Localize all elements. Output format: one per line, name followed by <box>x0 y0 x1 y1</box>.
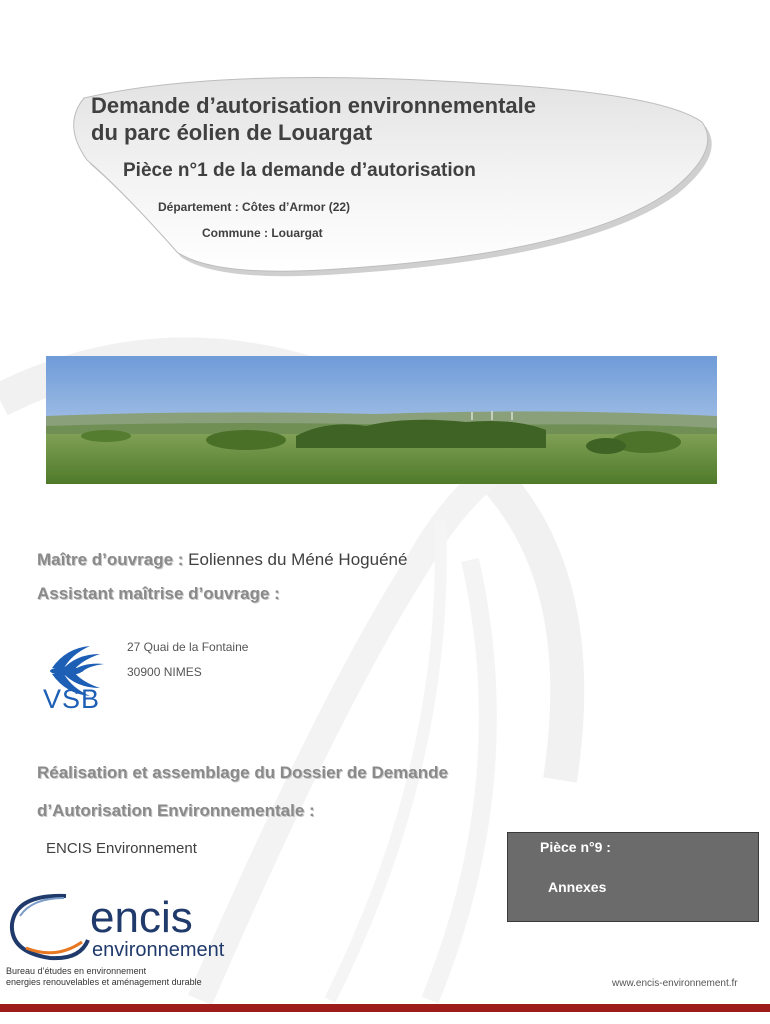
landscape-photo <box>46 356 717 484</box>
subtitle: Pièce n°1 de la demande d’autorisation <box>123 160 476 181</box>
document-title <box>91 92 691 240</box>
realisation-label-2: d’Autorisation Environnementale : <box>37 801 315 820</box>
owner-line <box>37 550 407 570</box>
bottom-bar <box>0 1004 770 1012</box>
encis-ring-icon <box>6 888 246 966</box>
website-link[interactable]: www.encis-environnement.fr <box>612 978 738 989</box>
environnement-word: environnement <box>92 939 225 961</box>
department: Département : Côtes d’Armor (22) <box>158 200 351 214</box>
assistant-line <box>37 584 280 604</box>
commune: Commune : Louargat <box>202 226 323 240</box>
piece-box <box>507 832 759 922</box>
tagline-line-2: energies renouvelables et aménagement durable <box>6 977 202 987</box>
vsb-logo-text: VSB <box>43 684 101 714</box>
assistant-label: Assistant maîtrise d’ouvrage : <box>37 584 280 603</box>
title-line-2: du parc éolien de Louargat <box>91 120 373 145</box>
realisation-value: ENCIS Environnement <box>46 840 197 857</box>
encis-word: encis <box>90 893 193 942</box>
tagline-line-1: Bureau d’études en environnement <box>6 966 147 976</box>
address-line-1: 27 Quai de la Fontaine <box>127 640 249 654</box>
piece-number: Pièce n°9 : <box>540 839 611 855</box>
owner-value: Eoliennes du Méné Hoguéné <box>188 550 408 569</box>
title-line-1: Demande d’autorisation environnementale <box>91 93 536 118</box>
realisation-label-1: Réalisation et assemblage du Dossier de Demande <box>37 763 448 782</box>
address-line-2: 30900 NIMES <box>127 665 202 679</box>
piece-title: Annexes <box>548 879 607 895</box>
owner-label: Maître d’ouvrage : <box>37 550 184 569</box>
